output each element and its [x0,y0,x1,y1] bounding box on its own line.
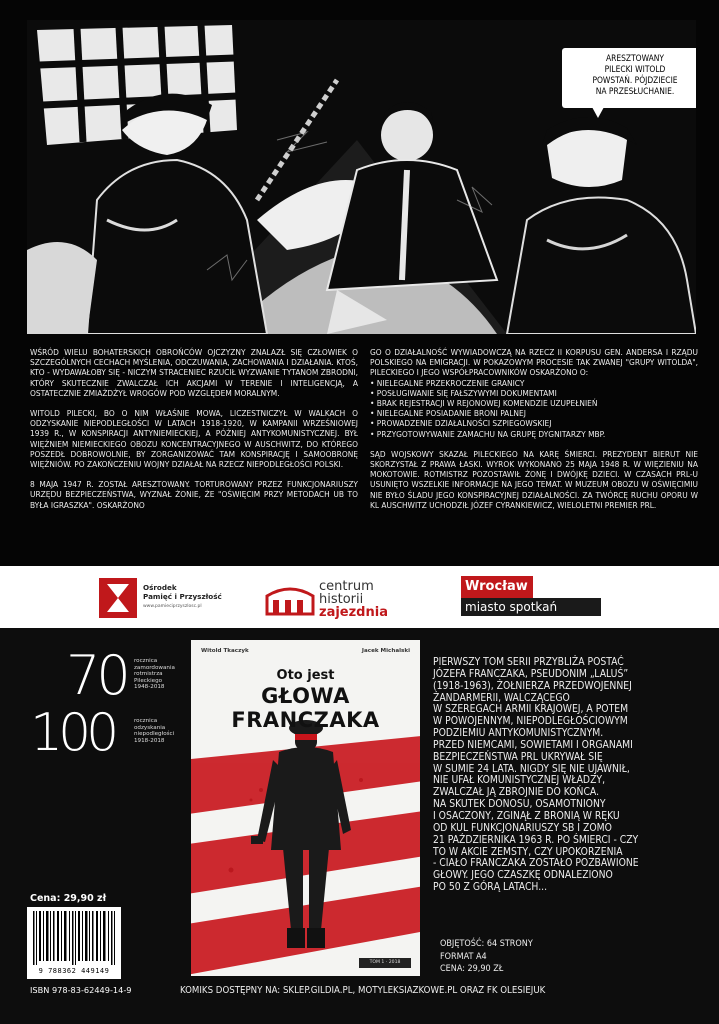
article-column-2 [370,347,698,520]
bubble-line: PILECKI WITOLD [604,64,666,74]
bubble-line: NA PRZESŁUCHANIE. [595,86,675,96]
anniversary-number: 70 [66,644,127,707]
anniversary-text: zamordowania [134,664,175,671]
cover-title-top: Oto jest [276,668,335,683]
book-specs [440,938,533,976]
bubble-line: POWSTAŃ. PÓJDZIECIE [592,75,678,85]
logo-text: zajezdnia [319,605,388,620]
description-line: PIERWSZY TOM SERII PRZYBLIŻA POSTAĆ [433,656,624,668]
description-line: (1918-1963), ŻOŁNIERZA PRZEDWOJENNEJ [433,679,632,692]
article-paragraph: WITOLD PILECKI, BO O NIM WŁAŚNIE MOWA, LICZESTNICZYŁ W WALKACH O ODZYSKANIE NIEPODLEGŁOŚCI W LATACH 1918-1920, W KAMPANII WRZEŚNIOWEJ 1939 R., W KONSPIRACJI ANTYNIEMIECKIEJ, A PÓŹNIEJ ANTYKOMUNISTYCZNEJ. BYŁ WIĘŹNIEM NIEMIECKIEGO OBOZU KONCENTRACYJNEGO W AUSCHWITZ, DO KTÓREGO POSZEDŁ DOBROWOLNIE, BY ZORGANIZOWAĆ TAM KONSPIRACJĘ I SAMOOBRONĘ WIĘŹNIÓW. PO ZAKOŃCZENIU WOJNY DZIAŁAŁ NA RZECZ NIEPODLEGŁOŚCI POLSKI. [30,408,358,470]
charge-item: • NIELEGALNE PRZEKROCZENIE GRANICY [370,378,698,388]
logo-wroclaw [461,576,601,616]
anniversary-number: 100 [30,703,115,763]
article-paragraph: GO O DZIAŁALNOŚĆ WYWIADOWCZĄ NA RZECZ II KORPUSU GEN. ANDERSA I RZĄDU POLSKIEGO NA EMIGRACJI. W POKAZOWYM PROCESIE TAK ZWANEJ "GRUPY WITOLDA", PILECKIEGO I JEGO WSPÓŁPRACOWNIKÓW OSKARŻONO O: [370,347,698,378]
comic-panel [27,20,696,334]
description-line: ŻANDARMERII, WALCZĄCEGO [433,691,570,704]
article-paragraph: WŚRÓD WIELU BOHATERSKICH OBROŃCÓW OJCZYZNY ZNALAZŁ SIĘ CZŁOWIEK O SZCZEGÓLNYCH CECHACH MYŚLENIA, ODCZUWANIA, ZACHOWANIA I DZIAŁANIA. KTOŚ, KTO - WYDAWAŁOBY SIĘ - NICZYM STRACENIEC RZUCIŁ WYZWANIE TYTANOM ZBRODNI, KTÓRY SKUTECZNIE ZWALCZAŁ ICH AKCJAMI W TERENIE I INTELIGENCJĄ, A OSTATECZNIE ZMIAŻDŻYŁ WROGÓW POD WZGLĘDEM MORALNYM. [30,347,358,398]
anniversary-text: Pileckiego [134,677,163,684]
description-line: W POWOJENNYM, NIEPODLEGŁOŚCIOWYM [433,715,628,728]
description-line: NIE UFAŁ KOMUNISTYCZNEJ WŁADZY, [433,774,606,787]
logo-osrodek-pamiec-i-przyszlosc [99,574,259,620]
charge-item: • PROWADZENIE DZIAŁALNOŚCI SZPIEGOWSKIEJ [370,418,698,428]
logo-centrum-historii-zajezdnia [265,574,445,622]
bubble-line: ARESZTOWANY [605,53,664,63]
article-paragraph: 8 MAJA 1947 R. ZOSTAŁ ARESZTOWANY. TORTUROWANY PRZEZ FUNKCJONARIUSZY URZĘDU BEZPIECZEŃSTWA, WYZNAŁ ŻONIE, ŻE "OŚWIĘCIM PRZY METODACH UB TO BYŁA IGRASZKA". OSKARŻONO [30,479,358,510]
charge-item: • NIELEGALNE POSIADANIE BRONI PALNEJ [370,408,698,418]
charge-item: • BRAK REJESTRACJI W REJONOWEJ KOMENDZIE UZUPEŁNIEŃ [370,398,698,408]
availability-note: KOMIKS DOSTĘPNY NA: SKLEP.GILDIA.PL, MOTYLEKSIAZKOWE.PL ORAZ FK OLESIEJUK [180,985,546,996]
description-line: W SUMIE 24 LATA. NIGDY SIĘ NIE UJAWNIŁ, [433,762,630,775]
anniversary-text: odzyskania [134,724,166,731]
description-line: ZWALCZAŁ JĄ ZBROJNIE DO KOŃCA. [433,786,600,799]
description-line: TO W AKCIE ZEMSTY, CZY UPOKORZENIA [433,845,623,858]
sponsor-logos [0,566,719,628]
spec-line: CENA: 29,90 ZŁ [440,964,504,975]
logo-text: Wrocław [461,576,533,598]
spec-line: OBJĘTOŚĆ: 64 STRONY [440,939,533,949]
cover-author: Witold Tkaczyk [201,648,249,654]
tram-depot-icon [265,582,315,616]
charges-list [370,378,698,439]
logo-url: www.pamieciprzyszlosc.pl [143,604,202,609]
description-line: - CIAŁO FRANCZAKA ZOSTAŁO POZBAWIONE [433,857,639,870]
cover-title-main: GŁOWA FRANCZAKA [231,684,380,732]
barcode [27,907,121,979]
logo-text: Ośrodek [143,583,177,592]
charge-item: • POSŁUGIWANIE SIĘ FAŁSZYWYMI DOKUMENTAMI [370,388,698,398]
description-line: 21 PAŹDZIERNIKA 1963 R. PO ŚMIERCI - CZY [433,833,639,846]
publisher-tag: TOM 1 · 2018 [369,960,401,965]
barcode-bars [27,909,121,969]
description-line: PODZIEMIU ANTYKOMUNISTYCZNYM. [433,727,604,740]
logo-text: miasto spotkań [461,598,601,616]
anniversary-text: rocznica [134,658,158,664]
description-line: OD KUL FUNKCJONARIUSZY SB I ZOMO [433,821,612,834]
price-label: Cena: 29,90 zł [30,893,107,904]
description-line: PRZED NIEMCAMI, SOWIETAMI I ORGANAMI [433,738,633,751]
anniversary-text: rotmistrza [134,671,163,678]
isbn: ISBN 978-83-62449-14-9 [30,985,132,995]
spec-line: FORMAT A4 [440,951,487,962]
description-line: PO 50 Z GÓRĄ LATACH... [433,881,548,894]
book-description [433,657,708,894]
anniversary-text: niepodległości [134,731,175,738]
anniversary-100 [30,703,190,768]
anniversary-text: 1918-2018 [134,737,165,744]
charge-item: • PRZYGOTOWYWANIE ZAMACHU NA GRUPĘ DYGNITARZY MBP. [370,429,698,439]
speech-bubble [562,48,696,108]
description-line: GŁOWY. JEGO CZASZKĘ ODNALEZIONO [433,869,613,882]
article-column-1 [30,347,358,520]
description-line: I OSACZONY, ZGINĄŁ Z BRONIĄ W RĘKU [433,809,620,822]
logo-text: Pamięć i Przyszłość [143,591,222,601]
description-line: W SZEREGACH ARMII KRAJOWEJ, A POTEM [433,703,629,716]
anniversary-text: rocznica [134,718,158,724]
description-line: JÓZEFA FRANCZAKA, PSEUDONIM „LALUŚ” [433,667,629,680]
anniversary-text: 1948-2018 [134,684,165,691]
logo-text: centrum [319,579,374,594]
barcode-digits: 9 788362 449149 [38,967,110,975]
description-line: BEZPIECZEŃSTWA PRL UKRYWAŁ SIĘ [433,750,603,763]
description-line: NA SKUTEK DONOSU, OSAMOTNIONY [433,798,606,811]
hourglass-icon [99,578,137,618]
cover-author: Jacek Michalski [361,648,410,654]
article-paragraph: SĄD WOJSKOWY SKAZAŁ PILECKIEGO NA KARĘ ŚMIERCI. PREZYDENT BIERUT NIE SKORZYSTAŁ Z PRAWA ŁASKI. WYROK WYKONANO 25 MAJA 1948 R. W WIĘZIENIU NA MOKOTOWIE. ROTMISTRZ POZOSTAWIŁ ŻONĘ I DWÓJKĘ DZIECI. W CZASACH PRL-U USUNIĘTO WSZELKIE INFORMACJE NA JEGO TEMAT. W MUZEUM OBOZU W OŚWIĘCIMIU NIE BYŁO ŚLADU JEGO KONSPIRACYJNEJ DZIAŁALNOŚCI. ZA TWÓRCĘ RUCHU OPORU W KL AUSCHWITZ UCHODZIŁ JÓZEF CYRANKIEWICZ, WIELOLETNI PREMIER PRL. [370,448,698,510]
book-cover [191,640,420,976]
logo-text: historii [319,592,364,607]
